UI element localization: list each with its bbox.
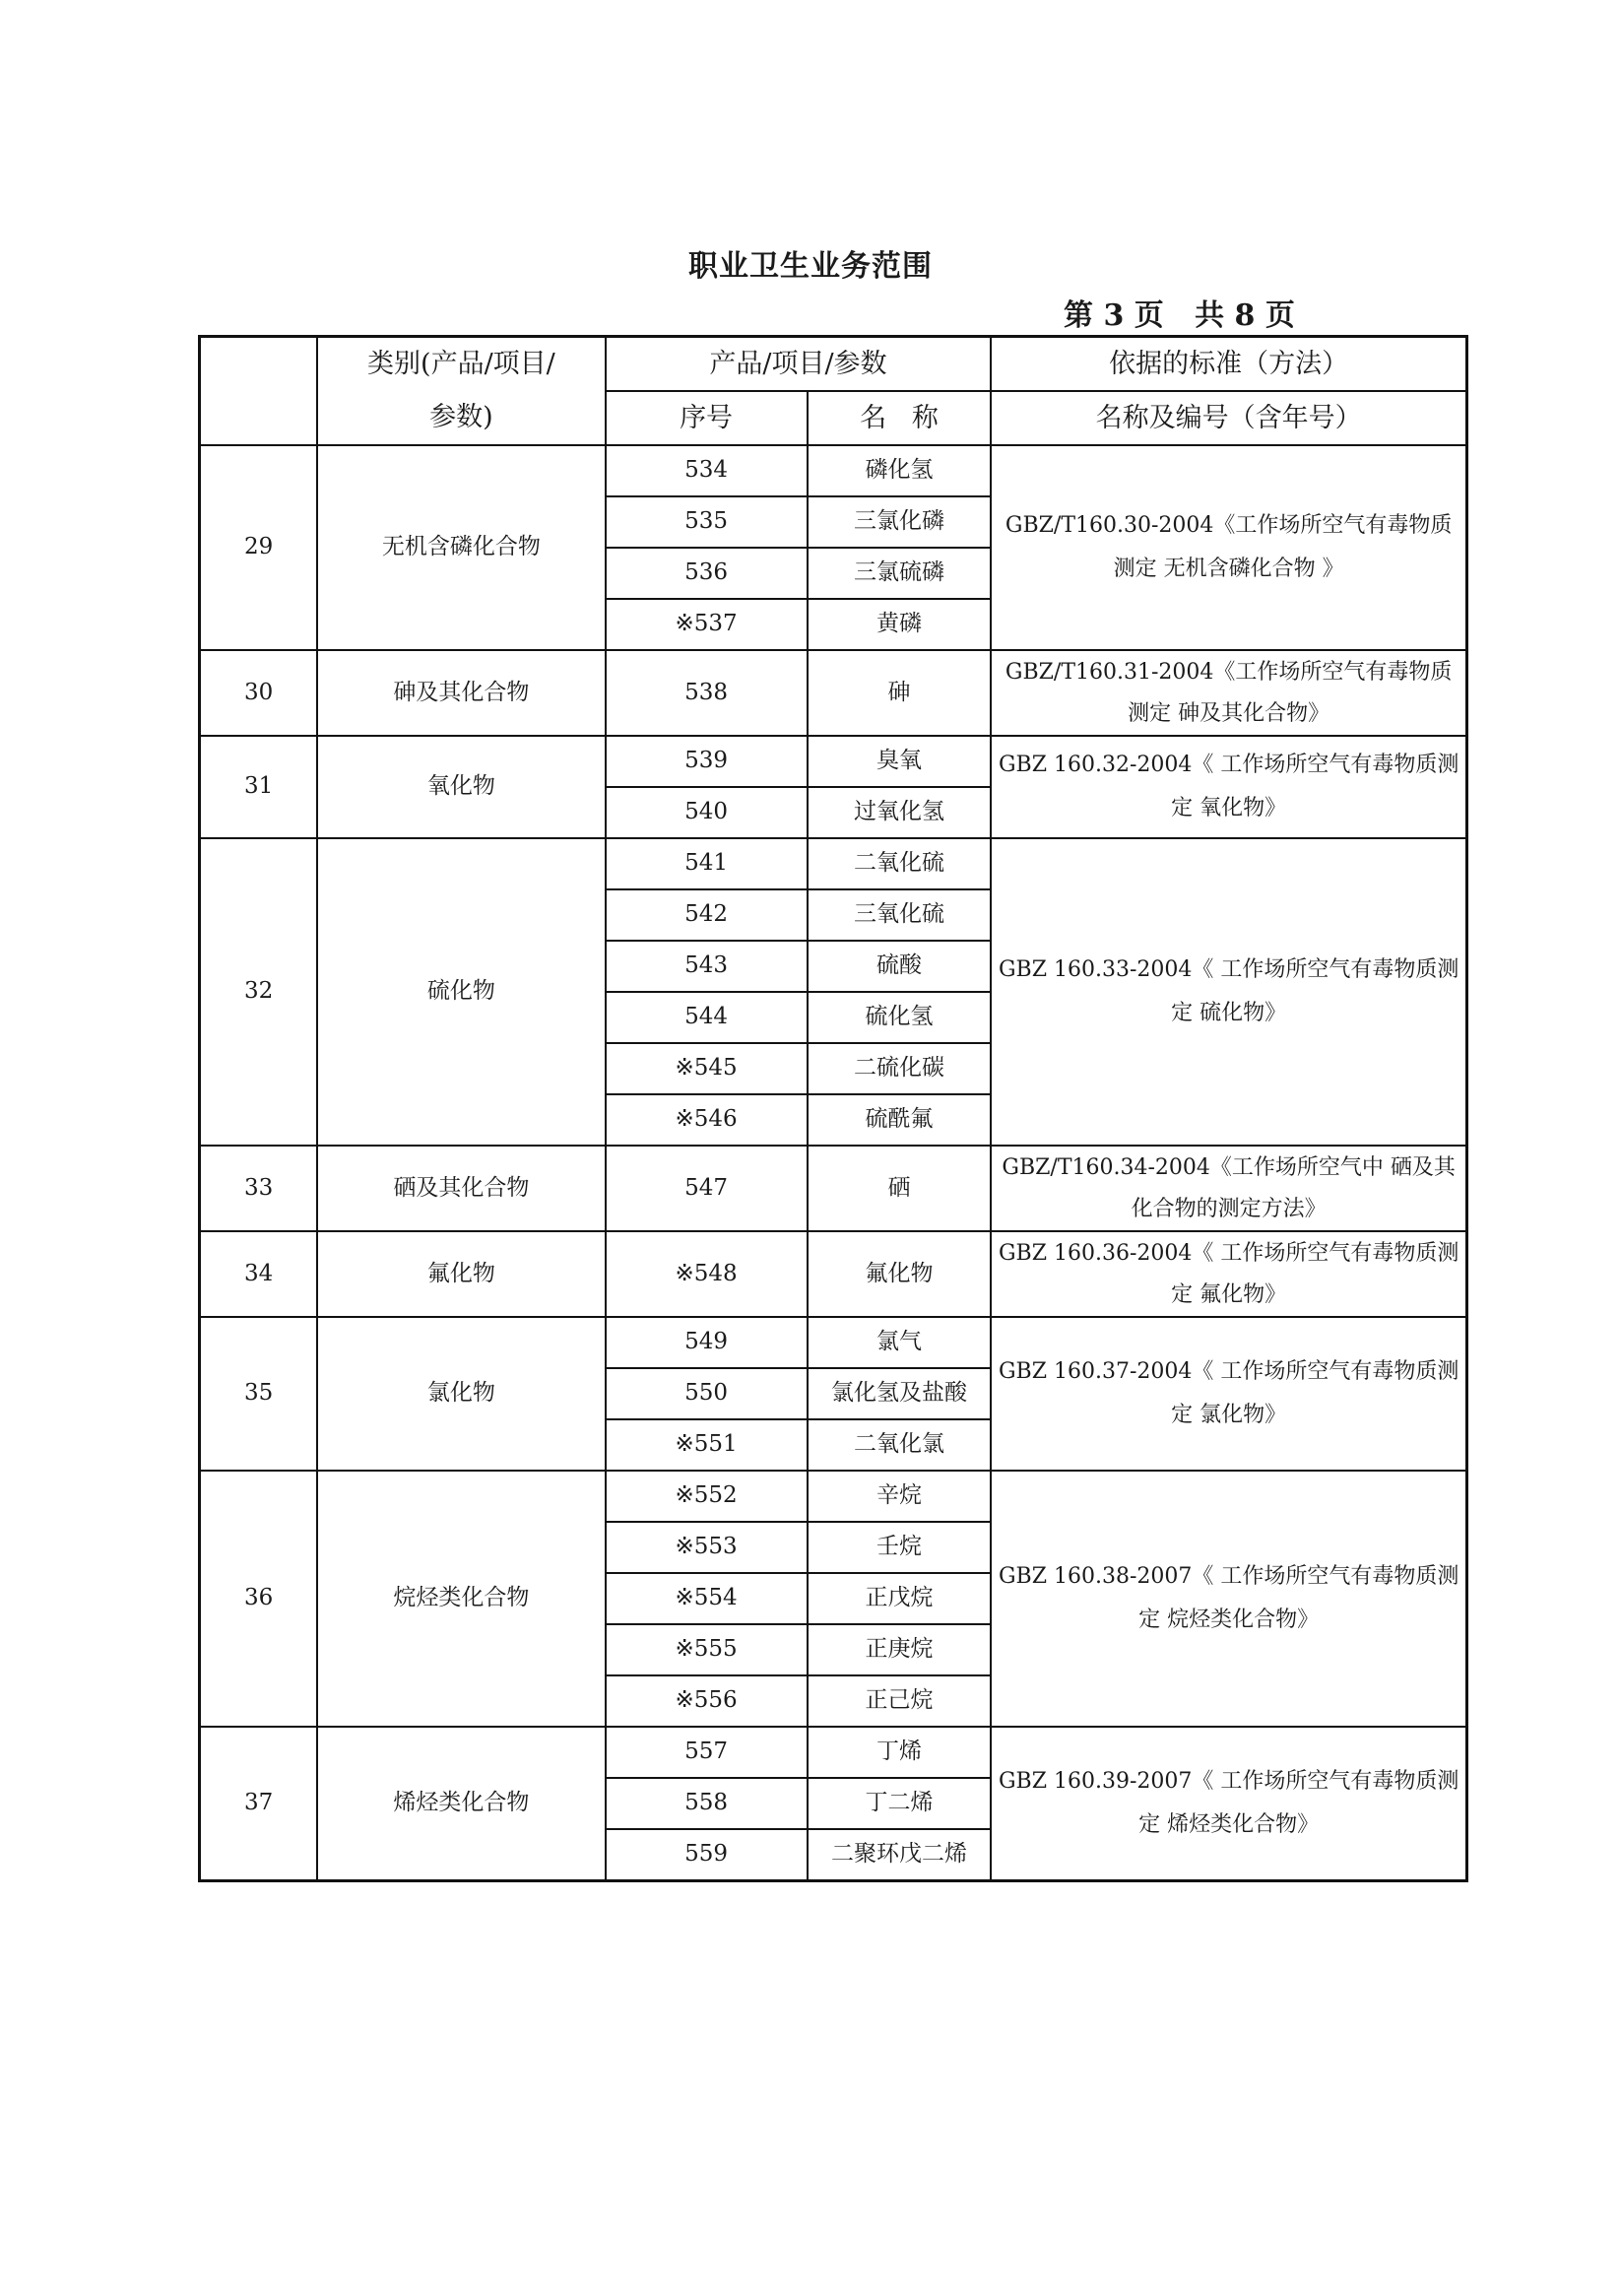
group-number: 37 bbox=[200, 1727, 318, 1881]
item-name: 磷化氢 bbox=[808, 445, 992, 496]
item-name: 臭氧 bbox=[808, 736, 992, 787]
group-standard: GBZ/T160.31-2004《工作场所空气有毒物质测定 砷及其化合物》 bbox=[991, 650, 1466, 736]
item-seq: 558 bbox=[606, 1778, 808, 1829]
group-number: 36 bbox=[200, 1471, 318, 1727]
item-seq: 557 bbox=[606, 1727, 808, 1778]
item-seq: ※552 bbox=[606, 1471, 808, 1522]
group-number: 29 bbox=[200, 445, 318, 650]
header-category-line1: 类别(产品/项目/ bbox=[367, 349, 555, 379]
item-name: 硒 bbox=[808, 1146, 992, 1231]
item-name: 正庚烷 bbox=[808, 1624, 992, 1675]
page-indicator: 第 3 页 共 8 页 bbox=[1064, 298, 1295, 333]
group-number: 35 bbox=[200, 1317, 318, 1471]
table-header bbox=[200, 337, 1467, 446]
item-name: 三氧化硫 bbox=[808, 889, 992, 941]
table-body bbox=[200, 445, 1467, 1881]
item-name: 氟化物 bbox=[808, 1231, 992, 1317]
group-standard: GBZ 160.39-2007《 工作场所空气有毒物质测定 烯烃类化合物》 bbox=[991, 1727, 1466, 1881]
item-seq: 549 bbox=[606, 1317, 808, 1368]
document-title: 职业卫生业务范围 bbox=[688, 249, 933, 284]
item-name: 辛烷 bbox=[808, 1471, 992, 1522]
item-seq: 534 bbox=[606, 445, 808, 496]
item-name: 三氯硫磷 bbox=[808, 548, 992, 599]
group-number: 33 bbox=[200, 1146, 318, 1231]
table-row bbox=[200, 1727, 1467, 1778]
table-row bbox=[200, 445, 1467, 496]
header-category-line2: 参数) bbox=[429, 402, 493, 432]
header-seq: 序号 bbox=[606, 391, 808, 445]
group-number: 32 bbox=[200, 838, 318, 1146]
group-standard: GBZ/T160.30-2004《工作场所空气有毒物质测定 无机含磷化合物 》 bbox=[991, 445, 1466, 650]
item-name: 二氧化氯 bbox=[808, 1419, 992, 1471]
header-standard-line2: 名称及编号（含年号） bbox=[991, 391, 1466, 445]
table-row bbox=[200, 1471, 1467, 1522]
header-standard-line1: 依据的标准（方法） bbox=[991, 337, 1466, 392]
group-category: 氟化物 bbox=[317, 1231, 605, 1317]
item-name: 硫化氢 bbox=[808, 992, 992, 1043]
group-category: 氧化物 bbox=[317, 736, 605, 838]
header-category bbox=[317, 337, 605, 446]
item-seq: ※556 bbox=[606, 1675, 808, 1727]
group-category: 烷烃类化合物 bbox=[317, 1471, 605, 1727]
group-number: 31 bbox=[200, 736, 318, 838]
item-seq: 535 bbox=[606, 496, 808, 548]
item-seq: 540 bbox=[606, 787, 808, 838]
item-name: 正己烷 bbox=[808, 1675, 992, 1727]
group-category: 氯化物 bbox=[317, 1317, 605, 1471]
item-seq: ※554 bbox=[606, 1573, 808, 1624]
item-seq: ※553 bbox=[606, 1522, 808, 1573]
group-standard: GBZ 160.32-2004《 工作场所空气有毒物质测定 氧化物》 bbox=[991, 736, 1466, 838]
item-name: 二聚环戊二烯 bbox=[808, 1829, 992, 1881]
table-row bbox=[200, 650, 1467, 736]
item-name: 黄磷 bbox=[808, 599, 992, 650]
item-seq: 547 bbox=[606, 1146, 808, 1231]
item-seq: 542 bbox=[606, 889, 808, 941]
header-index bbox=[200, 337, 318, 446]
group-standard: GBZ/T160.34-2004《工作场所空气中 硒及其化合物的测定方法》 bbox=[991, 1146, 1466, 1231]
item-name: 丁烯 bbox=[808, 1727, 992, 1778]
group-category: 硫化物 bbox=[317, 838, 605, 1146]
group-standard: GBZ 160.33-2004《 工作场所空气有毒物质测定 硫化物》 bbox=[991, 838, 1466, 1146]
item-name: 氯气 bbox=[808, 1317, 992, 1368]
item-seq: ※551 bbox=[606, 1419, 808, 1471]
group-standard: GBZ 160.38-2007《 工作场所空气有毒物质测定 烷烃类化合物》 bbox=[991, 1471, 1466, 1727]
group-standard: GBZ 160.36-2004《 工作场所空气有毒物质测定 氟化物》 bbox=[991, 1231, 1466, 1317]
item-seq: 550 bbox=[606, 1368, 808, 1419]
business-scope-table bbox=[198, 335, 1468, 1882]
item-seq: 543 bbox=[606, 941, 808, 992]
item-seq: 544 bbox=[606, 992, 808, 1043]
item-seq: 539 bbox=[606, 736, 808, 787]
item-name: 三氯化磷 bbox=[808, 496, 992, 548]
group-number: 34 bbox=[200, 1231, 318, 1317]
item-name: 正戊烷 bbox=[808, 1573, 992, 1624]
item-name: 过氧化氢 bbox=[808, 787, 992, 838]
table-row bbox=[200, 1231, 1467, 1317]
table-row bbox=[200, 1317, 1467, 1368]
item-name: 二硫化碳 bbox=[808, 1043, 992, 1094]
table-row bbox=[200, 736, 1467, 787]
group-category: 烯烃类化合物 bbox=[317, 1727, 605, 1881]
header-name: 名 称 bbox=[808, 391, 992, 445]
group-category: 无机含磷化合物 bbox=[317, 445, 605, 650]
item-name: 丁二烯 bbox=[808, 1778, 992, 1829]
table-row bbox=[200, 838, 1467, 889]
item-seq: 541 bbox=[606, 838, 808, 889]
item-name: 氯化氢及盐酸 bbox=[808, 1368, 992, 1419]
item-name: 壬烷 bbox=[808, 1522, 992, 1573]
item-name: 硫酸 bbox=[808, 941, 992, 992]
group-category: 硒及其化合物 bbox=[317, 1146, 605, 1231]
item-seq: ※555 bbox=[606, 1624, 808, 1675]
item-name: 砷 bbox=[808, 650, 992, 736]
item-seq: 538 bbox=[606, 650, 808, 736]
item-seq: ※545 bbox=[606, 1043, 808, 1094]
item-name: 二氧化硫 bbox=[808, 838, 992, 889]
table-row bbox=[200, 1146, 1467, 1231]
item-seq: 559 bbox=[606, 1829, 808, 1881]
item-seq: ※537 bbox=[606, 599, 808, 650]
header-item-group: 产品/项目/参数 bbox=[606, 337, 992, 392]
group-category: 砷及其化合物 bbox=[317, 650, 605, 736]
group-number: 30 bbox=[200, 650, 318, 736]
item-name: 硫酰氟 bbox=[808, 1094, 992, 1146]
item-seq: 536 bbox=[606, 548, 808, 599]
group-standard: GBZ 160.37-2004《 工作场所空气有毒物质测定 氯化物》 bbox=[991, 1317, 1466, 1471]
item-seq: ※546 bbox=[606, 1094, 808, 1146]
item-seq: ※548 bbox=[606, 1231, 808, 1317]
